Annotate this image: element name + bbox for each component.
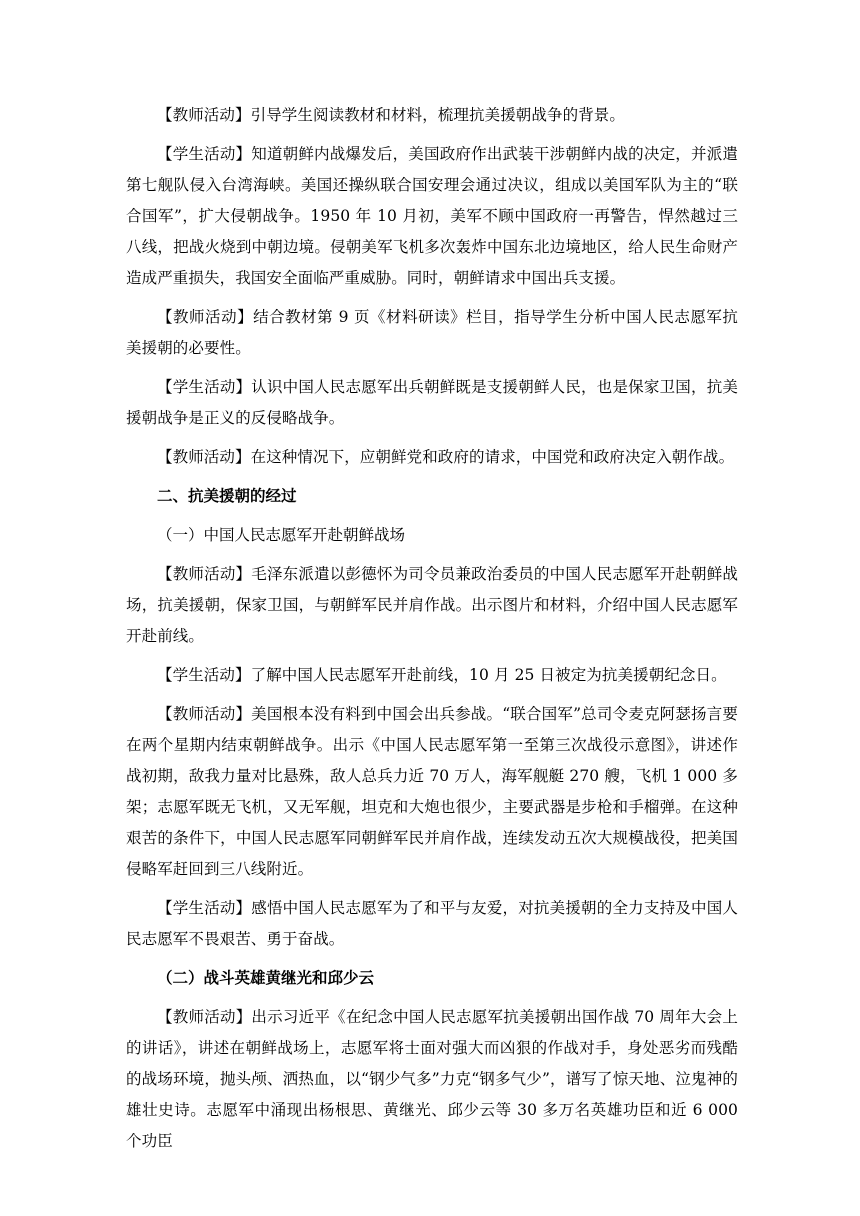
document-body bbox=[126, 100, 738, 1165]
paragraph-teacher-activity-1: 【教师活动】引导学生阅读教材和材料，梳理抗美援朝战争的背景。 bbox=[157, 106, 626, 124]
paragraph-teacher-activity-6: 【教师活动】出示习近平《在纪念中国人民志愿军抗美援朝出国作战 70 周年大会上的讲话》，讲述在朝鲜战场上，志愿军将士面对强大而凶狠的作战对手，身处恶劣而残酷的战场环境，抛头颅、洒热血，以“钢少气多”力克“钢多气少”，谱写了惊天地、泣鬼神的雄壮史诗。志愿军中涌现出杨根思、黄继光、邱少云等 30 多万名英雄功臣和近 6 000 个功臣 bbox=[126, 1008, 738, 1150]
paragraph-teacher-activity-4: 【教师活动】毛泽东派遣以彭德怀为司令员兼政治委员的中国人民志愿军开赴朝鲜战场，抗美援朝，保家卫国，与朝鲜军民并肩作战。出示图片和材料，介绍中国人民志愿军开赴前线。 bbox=[126, 565, 738, 645]
subsection-heading-1: （一）中国人民志愿军开赴朝鲜战场 bbox=[157, 526, 406, 544]
paragraph-student-activity-3: 【学生活动】了解中国人民志愿军开赴前线，10 月 25 日被定为抗美援朝纪念日。 bbox=[157, 666, 727, 684]
paragraph-teacher-activity-5: 【教师活动】美国根本没有料到中国会出兵参战。“联合国军”总司令麦克阿瑟扬言要在两个星期内结束朝鲜战争。出示《中国人民志愿军第一至第三次战役示意图》，讲述作战初期，敌我力量对比悬殊，敌人总兵力近 70 万人，海军舰艇 270 艘，飞机 1 000 多架；志愿军既无飞机，又无军舰，坦克和大炮也很少，主要武器是步枪和手榴弹。在这种艰苦的条件下，中国人民志愿军同朝鲜军民并肩作战，连续发动五次大规模战役，把美国侵略军赶回到三八线附近。 bbox=[126, 705, 738, 878]
paragraph-teacher-activity-3: 【教师活动】在这种情况下，应朝鲜党和政府的请求，中国党和政府决定入朝作战。 bbox=[157, 448, 735, 466]
section-heading-2: 二、抗美援朝的经过 bbox=[157, 487, 297, 505]
paragraph-teacher-activity-2: 【教师活动】结合教材第 9 页《材料研读》栏目，指导学生分析中国人民志愿军抗美援朝的必要性。 bbox=[126, 308, 738, 357]
paragraph-student-activity-4: 【学生活动】感悟中国人民志愿军为了和平与友爱，对抗美援朝的全力支持及中国人民志愿军不畏艰苦、勇于奋战。 bbox=[126, 899, 738, 948]
paragraph-student-activity-2: 【学生活动】认识中国人民志愿军出兵朝鲜既是支援朝鲜人民，也是保家卫国，抗美援朝战争是正义的反侵略战争。 bbox=[126, 378, 738, 427]
subsection-heading-2: （二）战斗英雄黄继光和邱少云 bbox=[157, 969, 375, 987]
paragraph-student-activity-1: 【学生活动】知道朝鲜内战爆发后，美国政府作出武装干涉朝鲜内战的决定，并派遣第七舰队侵入台湾海峡。美国还操纵联合国安理会通过决议，组成以美国军队为主的“联合国军”，扩大侵朝战争。1950 年 10 月初，美军不顾中国政府一再警告，悍然越过三八线，把战火烧到中朝边境。侵朝美军飞机多次轰炸中国东北边境地区，给人民生命财产造成严重损失，我国安全面临严重威胁。同时，朝鲜请求中国出兵支援。 bbox=[126, 145, 738, 287]
